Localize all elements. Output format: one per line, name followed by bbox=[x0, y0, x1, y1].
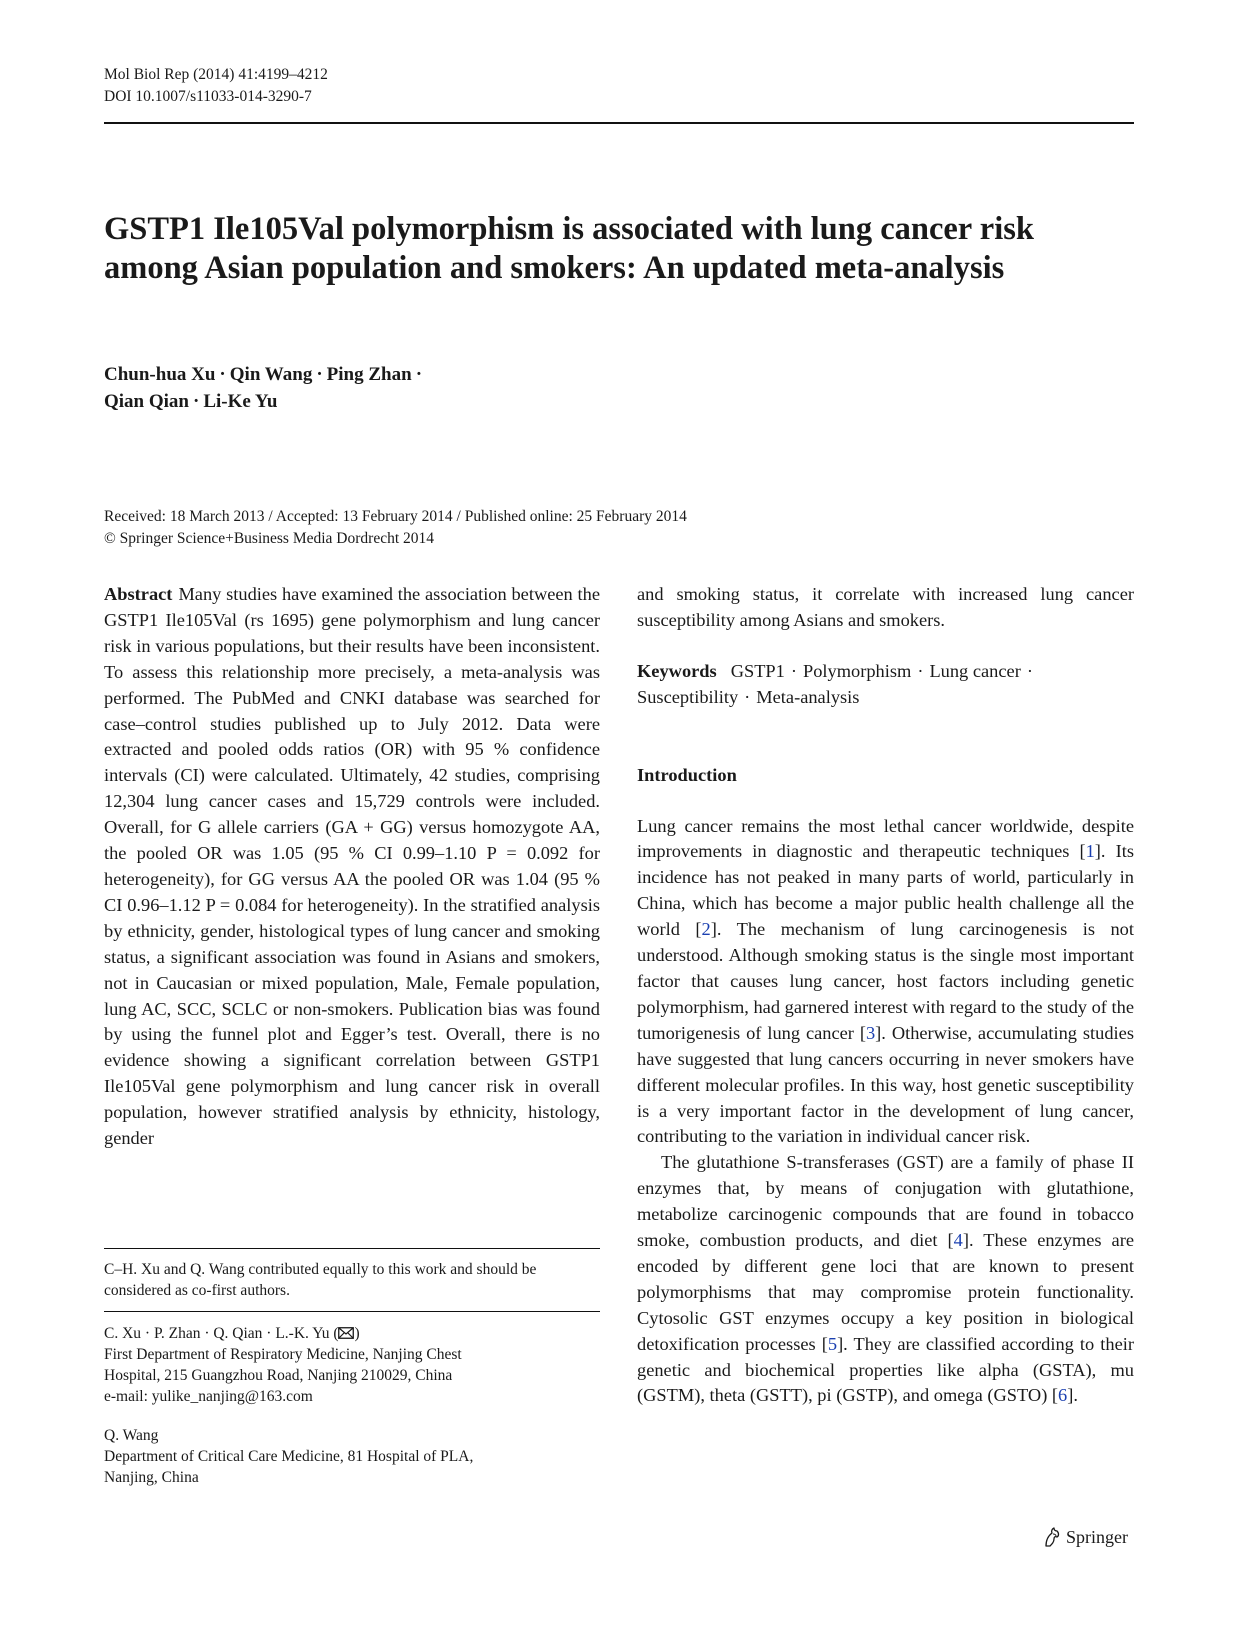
copyright-notice: © Springer Science+Business Media Dordrecht 2014 bbox=[104, 530, 435, 547]
introduction-heading: Introduction bbox=[637, 764, 737, 785]
cofirst-note-line: C–H. Xu and Q. Wang contributed equally to this work and should be bbox=[104, 1261, 537, 1278]
affiliation-1-names: C. Xu · P. Zhan · Q. Qian · L.-K. Yu ( bbox=[104, 1325, 339, 1342]
citation-link[interactable]: 3 bbox=[865, 1022, 876, 1043]
affiliation-1-line: First Department of Respiratory Medicine, Nanjing Chest bbox=[104, 1346, 462, 1363]
abstract-continuation: and smoking status, it correlate with increased lung cancer susceptibility among Asians and smokers. bbox=[637, 584, 1134, 630]
text-run: The glutathione S-transferases (GST) are a family of phase II enzymes that, by means of conjugation with glutathione, metabolize carcinogenic compounds that are found in tobacco smoke, combustion products, and diet [ bbox=[637, 1152, 1134, 1251]
cofirst-note bbox=[104, 1259, 600, 1301]
keywords bbox=[637, 659, 1134, 711]
author-name: Ping Zhan bbox=[326, 364, 412, 385]
author-line-1 bbox=[104, 361, 426, 388]
journal-reference bbox=[104, 64, 328, 108]
right-column bbox=[637, 582, 1134, 1409]
envelope-icon[interactable] bbox=[338, 1327, 354, 1339]
affiliation-1-authors bbox=[104, 1323, 600, 1344]
keyword-separator: · bbox=[744, 686, 751, 707]
text-run: ]. These enzymes are encoded by different gene loci that are known to present polymorphisms that may compromise protein functionality. Cytosolic GST enzymes occupy a key position in biological detoxification processes [ bbox=[637, 1230, 1134, 1354]
affiliation-1-line: Hospital, 215 Guangzhou Road, Nanjing 210029, China bbox=[104, 1367, 453, 1384]
cofirst-note-line: considered as co-first authors. bbox=[104, 1282, 290, 1299]
journal-citation: Mol Biol Rep (2014) 41:4199–4212 bbox=[104, 66, 328, 83]
introduction-paragraph-1 bbox=[637, 814, 1134, 1151]
author-separator: · bbox=[415, 364, 423, 385]
affiliation-1-names-close: ) bbox=[354, 1325, 360, 1342]
author-name: Chun-hua Xu bbox=[104, 364, 216, 385]
paper-title: GSTP1 Ile105Val polymorphism is associated with lung cancer risk among Asian population and smokers: An updated meta-analysis bbox=[104, 211, 1034, 286]
citation-link[interactable]: 1 bbox=[1085, 841, 1095, 862]
author-separator: · bbox=[219, 364, 226, 385]
affiliation-1 bbox=[104, 1323, 600, 1407]
abstract bbox=[104, 582, 600, 1152]
text-run: ]. They are classified according to their genetic and biochemical properties like alpha (GSTA), mu (GSTM), theta (GSTT), pi (GSTP), and omega (GSTO) [ bbox=[637, 1333, 1134, 1406]
citation-link[interactable]: 4 bbox=[953, 1230, 963, 1251]
abstract-label: Abstract bbox=[104, 584, 173, 604]
author-separator: · bbox=[316, 364, 323, 385]
keyword-separator: · bbox=[790, 660, 797, 681]
affiliation-2-line: Department of Critical Care Medicine, 81 Hospital of PLA, bbox=[104, 1448, 474, 1465]
springer-horse-icon bbox=[1040, 1526, 1062, 1548]
affiliation-2-author: Q. Wang bbox=[104, 1427, 159, 1444]
author-name: Qin Wang bbox=[229, 364, 313, 385]
keyword-separator: · bbox=[917, 660, 924, 681]
citation-link[interactable]: 6 bbox=[1058, 1385, 1068, 1406]
publisher-name: Springer bbox=[1066, 1526, 1128, 1547]
affiliation-2-line: Nanjing, China bbox=[104, 1469, 199, 1486]
doi: DOI 10.1007/s11033-014-3290-7 bbox=[104, 88, 312, 105]
footnote-rule bbox=[104, 1311, 600, 1312]
text-run: ]. The mechanism of lung carcinogenesis is not understood. Although smoking status is the single most important factor that causes lung cancer, host factors including genetic polymorphism, had garnered interest with regard to the study of the tumorigenesis of lung cancer [ bbox=[637, 919, 1134, 1043]
keyword: Lung cancer bbox=[929, 660, 1021, 681]
keyword: Polymorphism bbox=[802, 660, 912, 681]
keyword-separator: · bbox=[1026, 660, 1033, 681]
citation-link[interactable]: 2 bbox=[701, 919, 711, 940]
text-run: ]. Its incidence has not peaked in many parts of world, particularly in China, which has become a major public health challenge all the world [ bbox=[637, 841, 1134, 940]
text-run: ]. bbox=[1067, 1385, 1078, 1406]
citation-link[interactable]: 5 bbox=[827, 1333, 838, 1354]
keyword: Susceptibility bbox=[637, 686, 739, 707]
keywords-label: Keywords bbox=[637, 660, 717, 681]
springer-logo bbox=[1040, 1526, 1128, 1548]
keyword: GSTP1 bbox=[730, 660, 785, 681]
footnote-rule bbox=[104, 1248, 600, 1249]
text-run: Lung cancer remains the most lethal cancer worldwide, despite improvements in diagnostic and therapeutic techniques [ bbox=[637, 815, 1134, 862]
header-rule bbox=[104, 122, 1134, 124]
publication-dates bbox=[104, 506, 687, 550]
author-name: Qian Qian bbox=[104, 391, 189, 412]
left-column bbox=[104, 582, 600, 1152]
email-address[interactable]: e-mail: yulike_nanjing@163.com bbox=[104, 1388, 313, 1405]
abstract-text: Many studies have examined the association between the GSTP1 Ile105Val (rs 1695) gene polymorphism and lung cancer risk in various populations, but their results have been inconsistent. To assess this relationship more precisely, a meta-analysis was performed. The PubMed and CNKI database was searched for case–control studies published up to July 2012. Data were extracted and pooled odds ratios (OR) with 95 % confidence intervals (CI) were calculated. Ultimately, 42 studies, comprising 12,304 lung cancer cases and 15,729 controls were included. Overall, for G allele carriers (GA + GG) versus homozygote AA, the pooled OR was 1.05 (95 % CI 0.99–1.10 P = 0.092 for heterogeneity), for GG versus AA the pooled OR was 1.04 (95 % CI 0.96–1.12 P = 0.084 for heterogeneity). In the stratified analysis by ethnicity, gender, histological types of lung cancer and smoking status, a significant association was found in Asians and smokers, not in Caucasian or mixed population, Male, Female population, lung AC, SCC, SCLC or non-smokers. Publication bias was found by using the funnel plot and Egger’s test. Overall, there is no evidence showing a significant correlation between GSTP1 Ile105Val gene polymorphism and lung cancer risk in overall population, however stratified analysis by ethnicity, histology, gender bbox=[104, 584, 600, 1149]
keyword: Meta-analysis bbox=[756, 686, 860, 707]
affiliation-2 bbox=[104, 1425, 600, 1488]
author-line-2 bbox=[104, 388, 426, 415]
footnotes bbox=[104, 1248, 600, 1488]
author-separator: · bbox=[193, 391, 200, 412]
text-run: ]. Otherwise, accumulating studies have suggested that lung cancers occurring in never smokers have different molecular profiles. In this way, host genetic susceptibility is a very important factor in the development of lung cancer, contributing to the variation in individual cancer risk. bbox=[637, 1022, 1134, 1147]
introduction-paragraph-2 bbox=[637, 1150, 1134, 1409]
received-accepted-published: Received: 18 March 2013 / Accepted: 13 February 2014 / Published online: 25 February 2014 bbox=[104, 508, 687, 525]
author-list bbox=[104, 361, 426, 415]
author-name: Li-Ke Yu bbox=[203, 391, 278, 412]
